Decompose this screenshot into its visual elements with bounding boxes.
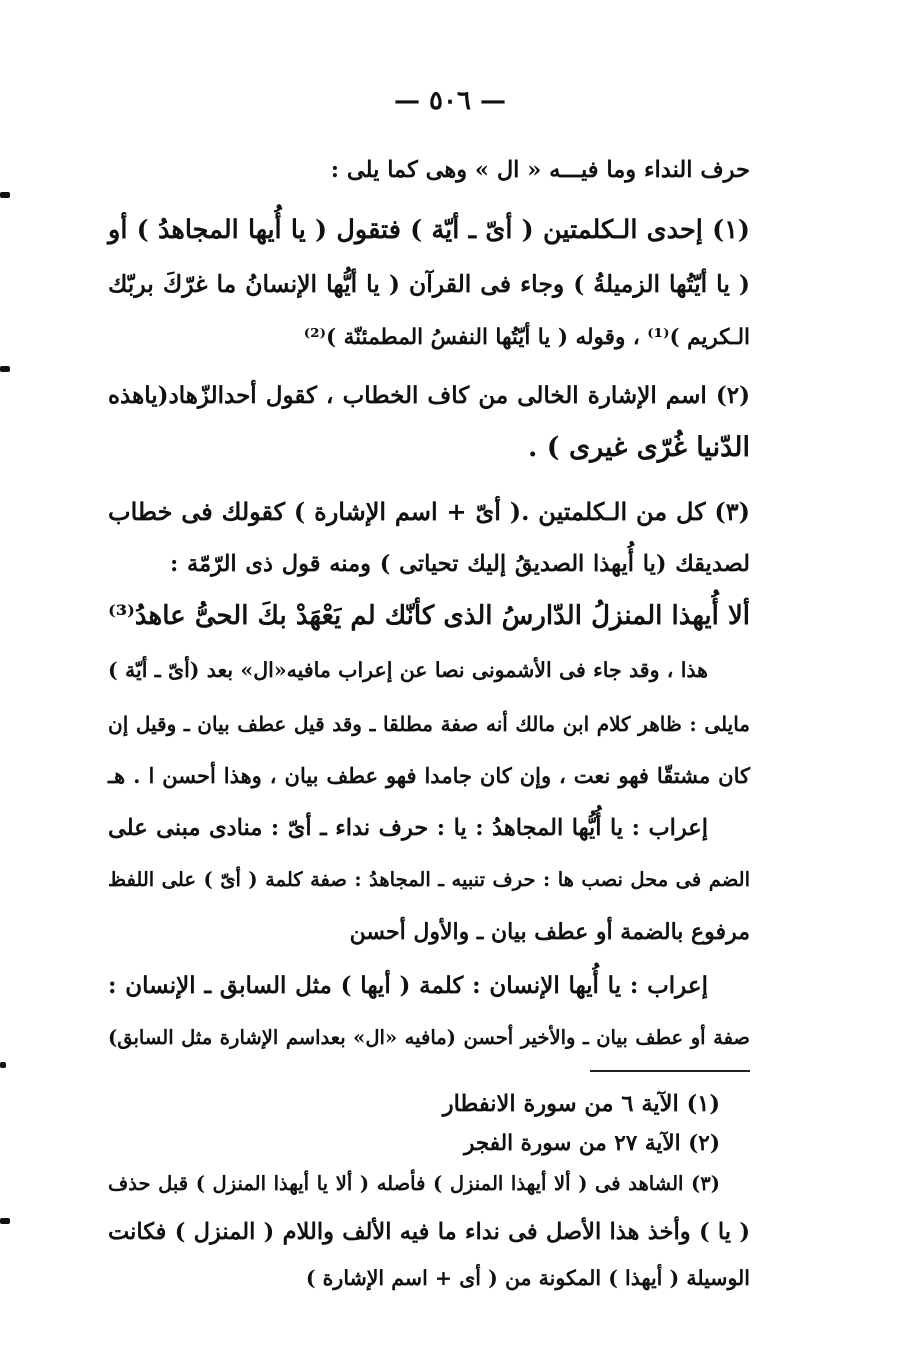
footnote-3-line-2: ( يا ) وأخذ هذا الأصل فى نداء ما فيه الألف واللام ( المنزل ) فكانت [108, 1219, 750, 1245]
body-line-3: الـكريم )⁽¹⁾ ، وقوله ( يا أيّتُها النفسُ المطمئنّة )⁽²⁾ [303, 325, 750, 350]
body-line-5: الدّنيا غُرّى غيرى ) . [527, 432, 750, 463]
footnote-3-line-3: الوسيلة ( أيهذا ) المكونة من ( أى + اسم الإشارة ) [305, 1266, 750, 1290]
scan-edge-mark [0, 366, 10, 372]
body-line-12: إعراب : يا أُيُّها المجاهدُ : يا : حرف نداء ـ أىّ : منادى مبنى على [108, 815, 708, 841]
scan-edge-mark [0, 192, 10, 198]
body-line-7: لصديقك (يا أُيهذا الصديقُ إليك تحياتى ) ومنه قول ذى الرّمّة : [170, 551, 750, 577]
body-line-13: الضم فى محل نصب ها : حرف تنبيه ـ المجاهدُ : صفة كلمة ( أىّ ) على اللفظ [108, 868, 750, 891]
page-number: — ٥٠٦ — [393, 86, 507, 116]
body-line-2: ( يا أيّتُها الزميلةُ ) وجاء فى القرآن ( يا أيُّها الإنسانُ ما غرّكَ بربّك [108, 270, 750, 298]
verse-line: ألا أُيهذا المنزلُ الدّارسُ الذى كأنّك لم يَعْهَدْ بكَ الحىُّ عاهدُ⁽³⁾ [108, 601, 750, 631]
scan-edge-mark [0, 1218, 10, 1224]
footnote-3-line-1: (٣) الشاهد فى ( ألا أيهذا المنزل ) فأصله ( ألا يا أيهذا المنزل ) قبل حذف [108, 1172, 720, 1195]
footnote-2: (٢) الآية ٢٧ من سورة الفجر [464, 1131, 720, 1156]
body-line-16: صفة أو عطف بيان ـ والأخير أحسن (مافيه «ال» بعداسم الإشارة مثل السابق) [108, 1026, 750, 1049]
body-line-14: مرفوع بالضمة أو عطف بيان ـ والأول أحسن [349, 919, 750, 945]
body-line-1: (١) إحدى الـكلمتين ( أىّ ـ أيّة ) فتقول ( يا أُيها المجاهدُ ) أو [108, 215, 750, 245]
body-line-4: (٢) اسم الإشارة الخالى من كاف الخطاب ، كقول أحدالزّهاد(ياهذه [108, 382, 750, 409]
intro-line: حرف النداء وما فيـــه « ال » وهى كما يلى : [330, 157, 750, 183]
body-line-6: (٣) كل من الـكلمتين .( أىّ + اسم الإشارة ) كقولك فى خطاب [108, 497, 750, 526]
scan-edge-mark [0, 1062, 6, 1068]
body-line-9: هذا ، وقد جاء فى الأشمونى نصا عن إعراب مافيه«ال» بعد (أىّ ـ أيّة ) [108, 658, 708, 682]
footnote-1: (١) الآية ٦ من سورة الانفطار [442, 1091, 720, 1117]
footnote-separator [590, 1070, 750, 1072]
body-line-11: كان مشتقّا فهو نعت ، وإن كان جامدا فهو عطف بيان ، وهذا أحسن ا . هـ [108, 763, 750, 788]
body-line-15: إعراب : يا أُيها الإنسان : كلمة ( أيها ) مثل السابق ـ الإنسان : [108, 972, 708, 999]
body-line-10: مايلى : ظاهر كلام ابن مالك أنه صفة مطلقا ـ وقد قيل عطف بيان ـ وقيل إن [108, 712, 750, 736]
